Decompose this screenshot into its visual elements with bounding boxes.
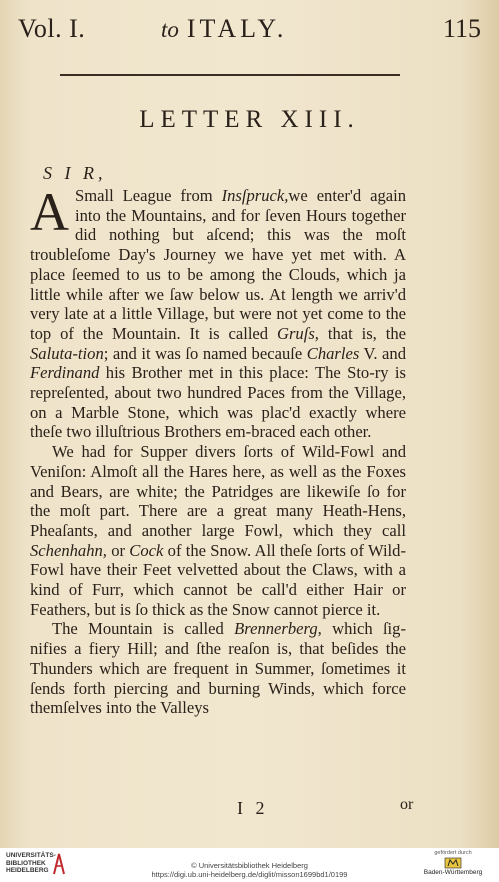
text-run: of the Snow. All theſe ſorts of Wild-Fowl have their Feet velvetted about the Claws, with a kind of Furr, which cannot be call'd either Hair or Feathers, but is ſo thick as the Snow cannot pierce it.: [30, 540, 406, 619]
source-url[interactable]: https://digi.ub.uni-heidelberg.de/diglit/misson1699bd1/0199: [151, 870, 348, 879]
italic-text: Saluta-tion: [30, 343, 104, 363]
running-title: [161, 14, 287, 44]
coat-of-arms-icon: [444, 857, 462, 869]
library-line: UNIVERSITÄTS-: [6, 852, 56, 859]
text-run: we enter'd again into the Mountains, and for ſeven Hours together did nothing but aſcend; this was the moſt troubleſome Day's Journey we have yet met with. A place ſeemed to us to be among the Clouds, which ja little while after we ſaw below us. At length we arriv'd very late at a little Village, but were not yet come to the top of the Mountain. It is called: [30, 186, 407, 343]
running-title-to: to: [161, 17, 179, 42]
text-run: ; and it was ſo named becauſe: [103, 343, 307, 363]
library-line: HEIDELBERG: [6, 867, 49, 874]
italic-text: Brennerberg,: [234, 619, 322, 639]
italic-text: Charles: [306, 343, 360, 363]
body-paragraph: [30, 182, 407, 442]
library-line: BIBLIOTHEK: [6, 859, 46, 867]
running-head: [18, 14, 481, 48]
catchword: or: [400, 796, 414, 813]
text-run: which ſig-nifies a fiery Hill; and ſthe reaſon is, that beſides the Thunders which are frequent in Summer, ſometimes it ſends forth piercing and burning Winds, which force themſelves into the Valleys: [30, 619, 406, 718]
text-run: V. and: [359, 343, 406, 363]
copyright-text: © Universitätsbibliothek Heidelberg: [191, 861, 308, 870]
text-run: Small League from: [75, 186, 222, 205]
body-paragraph: [30, 619, 406, 718]
italic-text: Schenhahn,: [30, 540, 107, 560]
funder-block: [411, 850, 495, 876]
salutation: S I R,: [43, 163, 107, 183]
drop-cap: A: [30, 182, 69, 242]
text-run: that is, the: [318, 323, 406, 343]
italic-text: Cock: [129, 540, 164, 560]
funded-by-label: gefördert durch: [434, 850, 472, 856]
italic-text: Ferdinand: [30, 363, 100, 383]
signature-mark: I 2: [237, 798, 269, 818]
italic-text: Gruſs,: [276, 323, 319, 343]
funder-name: Baden-Württemberg: [423, 869, 483, 876]
text-run: We had for Supper divers ſorts of Wild-Fowl and Veniſon: Almoſt all the Hares here, as well as the Foxes and Bears, are white; the Patridges are likewiſe ſo for the moſt part. There are a great many Heath-Hens, Pheaſants, and another large Fowl, which they call: [30, 442, 406, 540]
text-run: The Mountain is called: [52, 619, 235, 639]
body-paragraph: [30, 442, 406, 619]
letter-title: LETTER XIII.: [139, 106, 360, 133]
header-rule: [60, 74, 400, 76]
italic-text: Insſpruck,: [221, 186, 289, 205]
body-text: [30, 182, 407, 718]
volume-label: Vol. I.: [18, 14, 86, 43]
running-title-place: ITALY.: [186, 14, 288, 43]
page-number: 115: [442, 14, 481, 43]
text-run: his Brother met in this place: The Sto-ry is repreſented, about two hundred Paces from the Village, on a Marble Stone, which was plac'd exactly where theſe two illuſtrious Brothers em-braced each other.: [30, 363, 406, 442]
digitization-footer: [0, 848, 499, 882]
text-run: or: [106, 540, 130, 560]
